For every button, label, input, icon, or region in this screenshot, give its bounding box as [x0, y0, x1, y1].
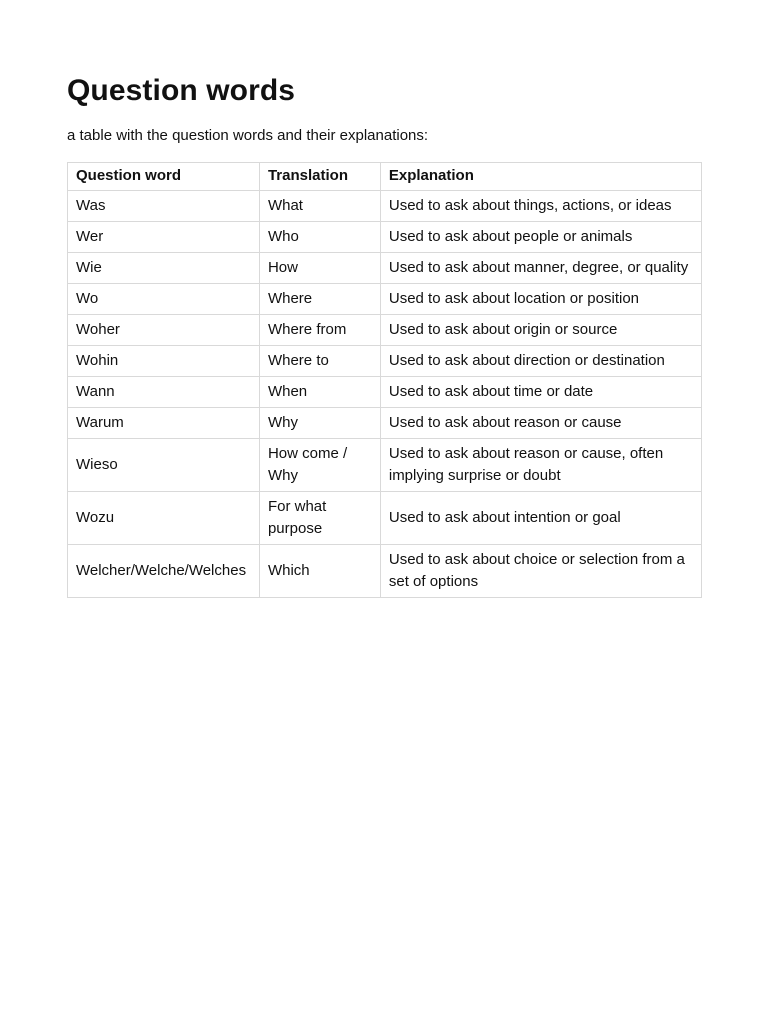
cell-translation: Which	[259, 545, 380, 598]
table-row	[68, 315, 702, 346]
cell-explanation: Used to ask about reason or cause	[380, 408, 701, 439]
cell-question-word: Warum	[68, 408, 260, 439]
cell-translation: Who	[259, 222, 380, 253]
cell-translation: How come / Why	[259, 439, 380, 492]
cell-explanation: Used to ask about choice or selection from a set of options	[380, 545, 701, 598]
cell-translation: When	[259, 377, 380, 408]
cell-translation: Where from	[259, 315, 380, 346]
cell-question-word: Was	[68, 191, 260, 222]
table-row	[68, 408, 702, 439]
cell-question-word: Wann	[68, 377, 260, 408]
table-row	[68, 222, 702, 253]
header-translation: Translation	[259, 163, 380, 191]
cell-explanation: Used to ask about reason or cause, often implying surprise or doubt	[380, 439, 701, 492]
cell-question-word: Wohin	[68, 346, 260, 377]
table-header-row	[68, 163, 702, 191]
cell-translation: What	[259, 191, 380, 222]
question-words-table	[67, 162, 702, 598]
cell-question-word: Wie	[68, 253, 260, 284]
page-title: Question words	[67, 74, 296, 107]
cell-translation: Where	[259, 284, 380, 315]
table-row	[68, 377, 702, 408]
table-row	[68, 439, 702, 492]
table-row	[68, 545, 702, 598]
cell-explanation: Used to ask about time or date	[380, 377, 701, 408]
header-question-word: Question word	[68, 163, 260, 191]
cell-explanation: Used to ask about origin or source	[380, 315, 701, 346]
cell-explanation: Used to ask about manner, degree, or quality	[380, 253, 701, 284]
table-row	[68, 346, 702, 377]
cell-question-word: Wer	[68, 222, 260, 253]
table-row	[68, 253, 702, 284]
cell-explanation: Used to ask about things, actions, or ideas	[380, 191, 701, 222]
cell-explanation: Used to ask about location or position	[380, 284, 701, 315]
cell-explanation: Used to ask about direction or destination	[380, 346, 701, 377]
cell-translation: Why	[259, 408, 380, 439]
cell-question-word: Wieso	[68, 439, 260, 492]
cell-question-word: Welcher/Welche/Welches	[68, 545, 260, 598]
table-row	[68, 492, 702, 545]
cell-question-word: Wo	[68, 284, 260, 315]
table-row	[68, 284, 702, 315]
header-explanation: Explanation	[380, 163, 701, 191]
intro-text: a table with the question words and their explanations:	[67, 127, 429, 144]
cell-translation: How	[259, 253, 380, 284]
cell-explanation: Used to ask about people or animals	[380, 222, 701, 253]
cell-translation: For what purpose	[259, 492, 380, 545]
cell-question-word: Woher	[68, 315, 260, 346]
cell-question-word: Wozu	[68, 492, 260, 545]
cell-explanation: Used to ask about intention or goal	[380, 492, 701, 545]
table-row	[68, 191, 702, 222]
cell-translation: Where to	[259, 346, 380, 377]
